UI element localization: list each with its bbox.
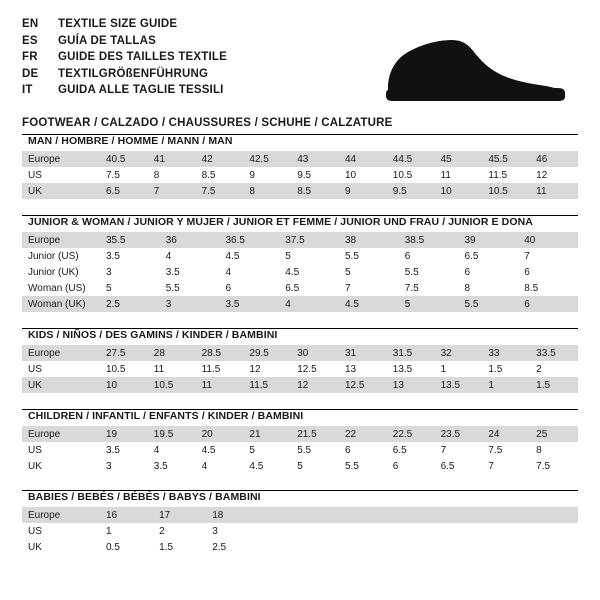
cell: 10.5 <box>100 361 148 377</box>
cell: 36.5 <box>220 232 280 248</box>
cell: 20 <box>196 426 244 442</box>
cell <box>366 507 419 523</box>
cell: 3.5 <box>100 442 148 458</box>
cell: 17 <box>153 507 206 523</box>
cell: 28 <box>148 345 196 361</box>
cell: 7 <box>148 183 196 199</box>
cell: 13.5 <box>387 361 435 377</box>
cell: 5 <box>279 248 339 264</box>
cell: 8.5 <box>196 167 244 183</box>
section-title: KIDS / NIÑOS / DES GAMINS / KINDER / BAMBINI <box>28 329 278 341</box>
cell: 46 <box>530 151 578 167</box>
table-row <box>22 523 578 539</box>
cell: 10 <box>339 167 387 183</box>
row-label: Europe <box>22 426 100 442</box>
cell <box>259 507 312 523</box>
cell: 40.5 <box>100 151 148 167</box>
cell: 44.5 <box>387 151 435 167</box>
cell: 33 <box>482 345 530 361</box>
cell: 45 <box>435 151 483 167</box>
section-title: JUNIOR & WOMAN / JUNIOR Y MUJER / JUNIOR ET FEMME / JUNIOR UND FRAU / JUNIOR E DONA <box>28 216 533 228</box>
cell: 4.5 <box>243 458 291 474</box>
cell: 13 <box>387 377 435 393</box>
cell: 13 <box>339 361 387 377</box>
cell: 10.5 <box>148 377 196 393</box>
cell: 31.5 <box>387 345 435 361</box>
language-code: DE <box>22 67 39 80</box>
table-row <box>22 296 578 312</box>
cell: 4 <box>220 264 280 280</box>
cell: 6.5 <box>435 458 483 474</box>
table-row <box>22 377 578 393</box>
size-table-junior-woman <box>22 232 578 312</box>
row-label: UK <box>22 539 100 555</box>
cell: 3.5 <box>148 458 196 474</box>
cell: 12 <box>291 377 339 393</box>
cell: 2 <box>530 361 578 377</box>
row-label: US <box>22 361 100 377</box>
cell <box>525 507 578 523</box>
cell: 6 <box>459 264 519 280</box>
cell: 1.5 <box>482 361 530 377</box>
cell: 8 <box>530 442 578 458</box>
row-label: US <box>22 523 100 539</box>
cell: 1.5 <box>530 377 578 393</box>
cell: 12.5 <box>339 377 387 393</box>
cell: 11 <box>148 361 196 377</box>
language-title: GUÍA DE TALLAS <box>58 34 156 47</box>
section-title: CHILDREN / INFANTIL / ENFANTS / KINDER / BAMBINI <box>28 410 304 422</box>
table-row <box>22 361 578 377</box>
cell <box>419 507 472 523</box>
cell: 32 <box>435 345 483 361</box>
cell: 8 <box>243 183 291 199</box>
table-row <box>22 151 578 167</box>
cell: 11.5 <box>196 361 244 377</box>
cell: 5.5 <box>459 296 519 312</box>
section-children <box>22 409 578 474</box>
cell: 4 <box>196 458 244 474</box>
cell <box>312 523 365 539</box>
row-label: Europe <box>22 507 100 523</box>
table-row <box>22 264 578 280</box>
cell: 4.5 <box>279 264 339 280</box>
cell: 33.5 <box>530 345 578 361</box>
cell: 3.5 <box>220 296 280 312</box>
cell: 45.5 <box>482 151 530 167</box>
cell: 4.5 <box>196 442 244 458</box>
cell: 4.5 <box>339 296 399 312</box>
table-row <box>22 539 578 555</box>
cell: 36 <box>160 232 220 248</box>
cell: 37.5 <box>279 232 339 248</box>
document-header <box>22 18 578 129</box>
cell: 29.5 <box>243 345 291 361</box>
cell: 7 <box>518 248 578 264</box>
row-label: Europe <box>22 345 100 361</box>
cell: 22.5 <box>387 426 435 442</box>
cell: 10.5 <box>387 167 435 183</box>
cell: 27.5 <box>100 345 148 361</box>
section-man <box>22 134 578 199</box>
row-label: Woman (UK) <box>22 296 100 312</box>
cell: 5.5 <box>339 458 387 474</box>
table-row <box>22 507 578 523</box>
cell: 1 <box>100 523 153 539</box>
cell: 3.5 <box>160 264 220 280</box>
cell: 6.5 <box>279 280 339 296</box>
table-row <box>22 426 578 442</box>
row-label: US <box>22 442 100 458</box>
table-row <box>22 183 578 199</box>
section-title: MAN / HOMBRE / HOMME / MANN / MAN <box>28 135 233 147</box>
cell: 9.5 <box>291 167 339 183</box>
table-row <box>22 345 578 361</box>
cell: 7 <box>435 442 483 458</box>
cell: 12.5 <box>291 361 339 377</box>
cell: 25 <box>530 426 578 442</box>
cell: 1 <box>435 361 483 377</box>
cell: 21.5 <box>291 426 339 442</box>
cell: 2.5 <box>100 296 160 312</box>
row-label: Woman (US) <box>22 280 100 296</box>
cell: 5.5 <box>339 248 399 264</box>
cell <box>366 539 419 555</box>
cell: 2.5 <box>206 539 259 555</box>
cell <box>366 523 419 539</box>
language-code: FR <box>22 51 38 63</box>
cell: 11 <box>530 183 578 199</box>
cell: 1 <box>482 377 530 393</box>
cell: 21 <box>243 426 291 442</box>
cell: 19 <box>100 426 148 442</box>
cell: 7.5 <box>100 167 148 183</box>
row-label: UK <box>22 377 100 393</box>
cell: 9 <box>339 183 387 199</box>
cell: 42.5 <box>243 151 291 167</box>
cell <box>472 523 525 539</box>
cell: 3 <box>160 296 220 312</box>
row-label: Junior (UK) <box>22 264 100 280</box>
cell: 8 <box>459 280 519 296</box>
cell: 12 <box>530 167 578 183</box>
cell: 24 <box>482 426 530 442</box>
cell: 30 <box>291 345 339 361</box>
row-label: Europe <box>22 232 100 248</box>
cell <box>472 507 525 523</box>
cell: 7 <box>482 458 530 474</box>
cell: 1.5 <box>153 539 206 555</box>
cell: 38 <box>339 232 399 248</box>
cell: 11 <box>196 377 244 393</box>
table-row <box>22 232 578 248</box>
size-table-kids <box>22 345 578 393</box>
language-title: GUIDE DES TAILLES TEXTILE <box>58 51 227 63</box>
cell: 13.5 <box>435 377 483 393</box>
cell <box>259 523 312 539</box>
cell: 4 <box>148 442 196 458</box>
cell: 4 <box>160 248 220 264</box>
cell: 5 <box>100 280 160 296</box>
cell: 6.5 <box>100 183 148 199</box>
size-table-babies <box>22 507 578 555</box>
table-row <box>22 458 578 474</box>
cell <box>525 539 578 555</box>
cell: 12 <box>243 361 291 377</box>
cell <box>312 539 365 555</box>
cell: 18 <box>206 507 259 523</box>
cell: 6 <box>518 264 578 280</box>
cell: 5.5 <box>291 442 339 458</box>
cell <box>259 539 312 555</box>
cell: 3 <box>100 264 160 280</box>
cell: 6 <box>387 458 435 474</box>
cell: 23.5 <box>435 426 483 442</box>
language-code: ES <box>22 34 38 47</box>
cell: 11.5 <box>243 377 291 393</box>
cell: 10.5 <box>482 183 530 199</box>
cell: 8 <box>148 167 196 183</box>
cell: 28.5 <box>196 345 244 361</box>
cell: 38.5 <box>399 232 459 248</box>
cell: 2 <box>153 523 206 539</box>
dress-shoe-icon <box>378 30 568 110</box>
row-label: Junior (US) <box>22 248 100 264</box>
cell: 7.5 <box>399 280 459 296</box>
section-junior-woman <box>22 215 578 312</box>
language-title: GUIDA ALLE TAGLIE TESSILI <box>58 84 224 96</box>
cell: 11 <box>435 167 483 183</box>
cell: 6 <box>518 296 578 312</box>
cell: 3.5 <box>100 248 160 264</box>
cell: 44 <box>339 151 387 167</box>
section-title: BABIES / BEBÉS / BÉBÉS / BABYS / BAMBINI <box>28 491 261 503</box>
cell: 40 <box>518 232 578 248</box>
row-label: US <box>22 167 100 183</box>
category-heading: FOOTWEAR / CALZADO / CHAUSSURES / SCHUHE / CALZATURE <box>22 116 393 129</box>
size-table-man <box>22 151 578 199</box>
cell: 6.5 <box>387 442 435 458</box>
table-row <box>22 442 578 458</box>
cell: 4.5 <box>220 248 280 264</box>
cell: 22 <box>339 426 387 442</box>
table-row <box>22 167 578 183</box>
cell: 31 <box>339 345 387 361</box>
cell: 8.5 <box>291 183 339 199</box>
row-label: Europe <box>22 151 100 167</box>
cell: 43 <box>291 151 339 167</box>
cell: 5 <box>243 442 291 458</box>
cell <box>312 507 365 523</box>
cell: 5 <box>339 264 399 280</box>
cell: 19.5 <box>148 426 196 442</box>
language-code: EN <box>22 18 39 30</box>
table-row <box>22 280 578 296</box>
cell: 41 <box>148 151 196 167</box>
row-label: UK <box>22 458 100 474</box>
cell: 35.5 <box>100 232 160 248</box>
cell <box>419 539 472 555</box>
cell: 5.5 <box>160 280 220 296</box>
cell: 3 <box>100 458 148 474</box>
cell: 6 <box>399 248 459 264</box>
cell: 11.5 <box>482 167 530 183</box>
cell: 7.5 <box>482 442 530 458</box>
row-label: UK <box>22 183 100 199</box>
cell: 42 <box>196 151 244 167</box>
cell <box>419 523 472 539</box>
cell: 39 <box>459 232 519 248</box>
cell: 6 <box>220 280 280 296</box>
cell <box>472 539 525 555</box>
cell: 9 <box>243 167 291 183</box>
cell: 10 <box>435 183 483 199</box>
cell: 9.5 <box>387 183 435 199</box>
cell: 6.5 <box>459 248 519 264</box>
size-table-children <box>22 426 578 474</box>
cell: 16 <box>100 507 153 523</box>
cell: 7 <box>339 280 399 296</box>
cell <box>525 523 578 539</box>
cell: 0.5 <box>100 539 153 555</box>
cell: 8.5 <box>518 280 578 296</box>
section-babies <box>22 490 578 555</box>
section-kids <box>22 328 578 393</box>
language-code: IT <box>22 84 33 96</box>
cell: 5 <box>291 458 339 474</box>
cell: 6 <box>339 442 387 458</box>
table-row <box>22 248 578 264</box>
language-title: TEXTILE SIZE GUIDE <box>58 18 178 30</box>
cell: 5 <box>399 296 459 312</box>
cell: 10 <box>100 377 148 393</box>
cell: 3 <box>206 523 259 539</box>
cell: 5.5 <box>399 264 459 280</box>
cell: 7.5 <box>530 458 578 474</box>
cell: 7.5 <box>196 183 244 199</box>
cell: 4 <box>279 296 339 312</box>
language-title: TEXTILGRÖßENFÜHRUNG <box>58 67 209 80</box>
